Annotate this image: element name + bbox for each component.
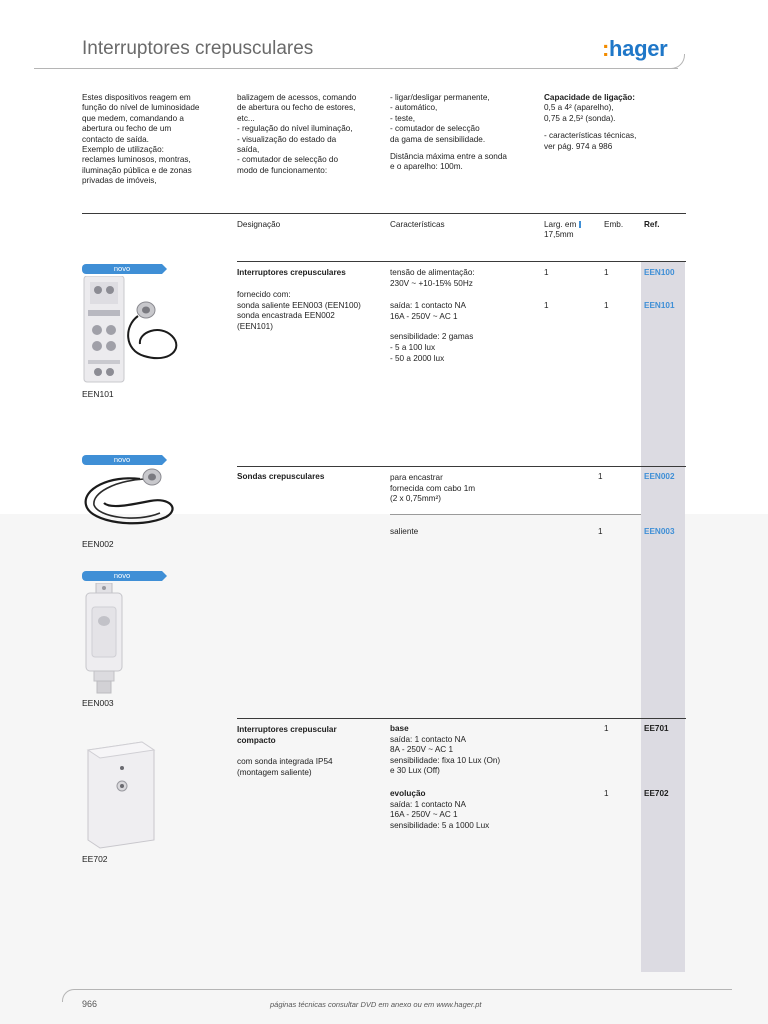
- section-1-characteristics: [390, 268, 475, 364]
- col-header-ref: Ref.: [644, 220, 660, 229]
- intro-line: - regulação do nível iluminação,: [237, 124, 353, 134]
- section-3-evolution-characteristics: [390, 789, 489, 831]
- product-label-een003: EEN003: [82, 698, 114, 708]
- section-3-base-characteristics: [390, 724, 500, 777]
- char-line: saída: 1 contacto NA: [390, 799, 467, 809]
- product-label-een101: EEN101: [82, 389, 114, 399]
- variant-title-base: base: [390, 724, 409, 733]
- intro-column-4: [544, 93, 636, 152]
- page-number: 966: [82, 999, 98, 1009]
- footer-note: páginas técnicas consultar DVD em anexo ou em www.hager.pt: [270, 1000, 482, 1009]
- page-title: Interruptores crepusculares: [82, 38, 314, 59]
- section-rule: [237, 261, 686, 262]
- row-emb-value: 1: [604, 268, 609, 277]
- row-width-value: 1: [544, 268, 549, 277]
- intro-column-2: [237, 93, 356, 176]
- char-line: saliente: [390, 527, 419, 536]
- intro-column-1: [82, 93, 199, 187]
- intro-line: - comutador de selecção: [390, 124, 480, 134]
- intro-line: privadas de imóveis,: [82, 176, 157, 186]
- intro-line: e o aparelho: 100m.: [390, 162, 463, 172]
- ref-een003[interactable]: EEN003: [644, 527, 675, 536]
- title-line: compacto: [237, 735, 276, 745]
- section-1-description: [237, 290, 361, 332]
- logo-brand: hager: [609, 36, 668, 61]
- intro-line: contacto de saída.: [82, 134, 149, 144]
- intro-line: - características técnicas,: [544, 131, 637, 141]
- section-rule: [237, 466, 686, 467]
- char-line: 16A - 250V ~ AC 1: [390, 311, 458, 321]
- col-header-designation: Designação: [237, 220, 281, 229]
- novo-badge: novo: [82, 571, 162, 581]
- section-title-crepuscular-switches: Interruptores crepusculares: [237, 268, 346, 277]
- intro-line: - ligar/desligar permanente,: [390, 93, 490, 102]
- title-line: Interruptores crepuscular: [237, 725, 337, 734]
- footer-divider: [82, 989, 732, 990]
- intro-line: iluminação pública e de zonas: [82, 165, 192, 175]
- ref-een002[interactable]: EEN002: [644, 472, 675, 481]
- connection-capacity-title: Capacidade de ligação:: [544, 93, 636, 102]
- table-top-rule: [82, 213, 686, 214]
- col-header-characteristics: Características: [390, 220, 445, 229]
- intro-line: que medem, comandando a: [82, 113, 184, 123]
- desc-line: sonda encastrada EEN002: [237, 311, 335, 321]
- char-line: 8A - 250V ~ AC 1: [390, 745, 454, 755]
- intro-line: de abertura ou fecho de estores,: [237, 103, 356, 113]
- product-label-ee702: EE702: [82, 854, 108, 864]
- section-rule: [237, 718, 686, 719]
- char-line: tensão de alimentação:: [390, 268, 475, 277]
- intro-line: modo de funcionamento:: [237, 165, 328, 175]
- intro-line: - automático,: [390, 103, 438, 113]
- desc-line: (montagem saliente): [237, 767, 312, 777]
- een003-product-image: [82, 583, 126, 695]
- een002-product-image: [80, 467, 180, 533]
- row-emb-value: 1: [604, 724, 609, 733]
- reference-column-shading: [641, 261, 685, 972]
- char-line: sensibilidade: fixa 10 Lux (On): [390, 755, 501, 765]
- col-header-width: [544, 220, 581, 241]
- section-title-crepuscular-probes: Sondas crepusculares: [237, 472, 325, 481]
- module-icon: [579, 221, 581, 228]
- desc-line: com sonda integrada IP54: [237, 757, 333, 766]
- ref-ee702[interactable]: EE702: [644, 789, 669, 798]
- intro-line: função do nível de luminosidade: [82, 103, 200, 113]
- intro-line: ver pág. 974 a 986: [544, 141, 613, 151]
- intro-line: 0,75 a 2,5² (sonda).: [544, 113, 616, 123]
- intro-column-3: [390, 93, 507, 173]
- row-emb-value: 1: [604, 301, 609, 310]
- section-title-compact-switch: [237, 725, 337, 746]
- intro-line: balizagem de acessos, comando: [237, 93, 357, 102]
- product-label-een002: EEN002: [82, 539, 114, 549]
- header-divider: [34, 68, 678, 69]
- char-line: - 50 a 2000 lux: [390, 353, 445, 363]
- char-line: saída: 1 contacto NA: [390, 734, 467, 744]
- row-emb-value: 1: [604, 789, 609, 798]
- hager-logo: [602, 36, 667, 62]
- logo-colon: :: [602, 36, 610, 61]
- intro-line: - visualização do estado da: [237, 134, 337, 144]
- intro-line: reclames luminosos, montras,: [82, 155, 191, 165]
- char-line: fornecida com cabo 1m: [390, 483, 476, 493]
- ee702-product-image: [82, 740, 158, 850]
- ref-een101[interactable]: EEN101: [644, 301, 675, 310]
- variant-title-evolution: evolução: [390, 789, 426, 798]
- intro-line: etc...: [237, 113, 255, 123]
- row-emb-value: 1: [598, 472, 603, 481]
- row-emb-value: 1: [598, 527, 603, 536]
- row-rule: [390, 514, 641, 515]
- col-header-width-line1: Larg. em: [544, 220, 577, 229]
- intro-line: abertura ou fecho de um: [82, 124, 172, 134]
- char-line: sensibilidade: 2 gamas: [390, 332, 474, 342]
- col-header-emb: Emb.: [604, 220, 624, 229]
- char-line: saída: 1 contacto NA: [390, 301, 467, 311]
- intro-line: - teste,: [390, 113, 416, 123]
- desc-line: sonda saliente EEN003 (EEN100): [237, 300, 361, 310]
- char-line: (2 x 0,75mm²): [390, 494, 441, 504]
- char-line: 230V ~ +10-15% 50Hz: [390, 278, 473, 288]
- section-3-description: [237, 757, 333, 778]
- intro-line: 0,5 a 4² (aparelho),: [544, 103, 614, 113]
- char-line: e 30 Lux (Off): [390, 766, 440, 776]
- intro-line: da gama de sensibilidade.: [390, 134, 486, 144]
- desc-line: (EEN101): [237, 321, 273, 331]
- header-divider-curve: [662, 54, 685, 69]
- intro-line: Exemplo de utilização:: [82, 145, 164, 155]
- novo-badge: novo: [82, 264, 162, 274]
- ref-ee701[interactable]: EE701: [644, 724, 669, 733]
- een101-product-image: [80, 276, 185, 384]
- intro-line: Distância máxima entre a sonda: [390, 152, 507, 162]
- intro-line: Estes dispositivos reagem em: [82, 93, 191, 102]
- intro-line: saída,: [237, 145, 260, 155]
- row-width-value: 1: [544, 301, 549, 310]
- intro-line: - comutador de selecção do: [237, 155, 339, 165]
- char-line: sensibilidade: 5 a 1000 Lux: [390, 820, 490, 830]
- col-header-width-line2: 17,5mm: [544, 230, 574, 240]
- char-line: para encastrar: [390, 473, 443, 482]
- ref-een100[interactable]: EEN100: [644, 268, 675, 277]
- desc-line: fornecido com:: [237, 290, 291, 299]
- char-line: 16A - 250V ~ AC 1: [390, 810, 458, 820]
- char-line: - 5 a 100 lux: [390, 342, 436, 352]
- novo-badge: novo: [82, 455, 162, 465]
- section-2-characteristics: [390, 473, 475, 505]
